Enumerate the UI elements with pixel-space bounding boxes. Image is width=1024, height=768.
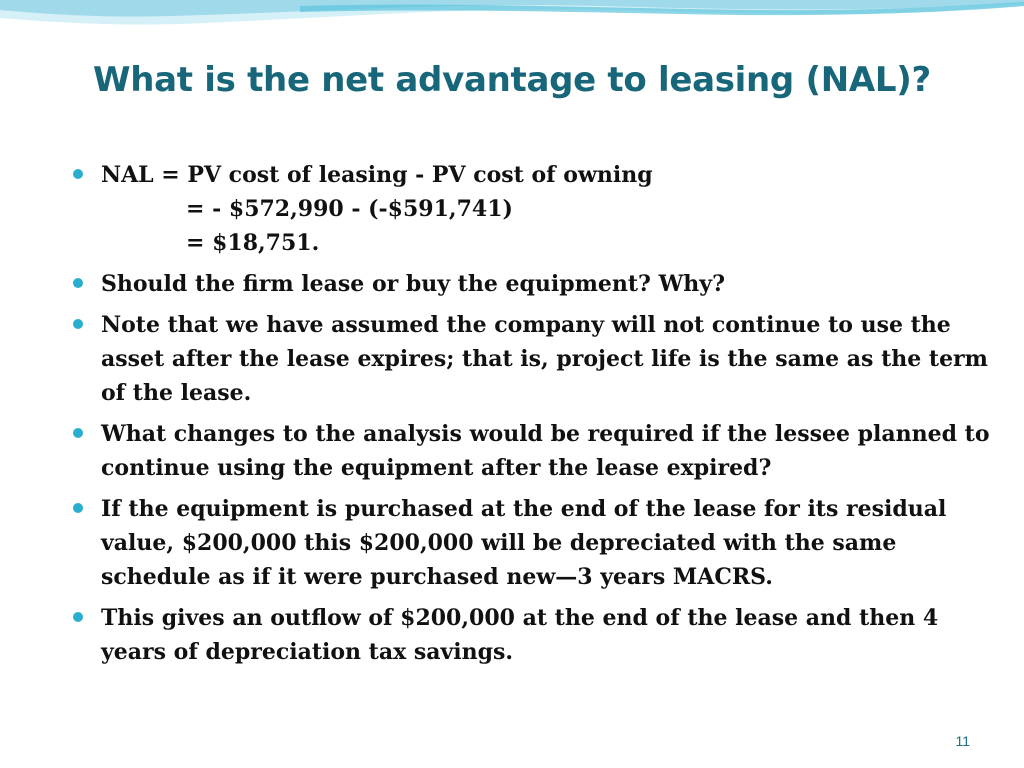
nal-formula-line: NAL = PV cost of leasing - PV cost of owning [101,162,653,188]
bullet-text: If the equipment is purchased at the end of the lease for its residual value, $200,000 this $200,000 will be depreciated with the same schedule as if it were purchased new—3 years MACRS. [101,496,947,590]
bullet-text: What changes to the analysis would be required if the lessee planned to continue using the equipment after the lease expired? [101,421,990,481]
header-wave-decoration [0,0,1024,40]
bullet-marker-icon [73,428,83,438]
bullet-lease-or-buy [70,267,1000,301]
bullet-marker-icon [73,319,83,329]
bullet-marker-icon [73,169,83,179]
slide-title: What is the net advantage to leasing (NAL)? [93,60,931,100]
bullet-text: Note that we have assumed the company will not continue to use the asset after the lease expires; that is, project life is the same as the term of the lease. [101,312,988,406]
bullet-text: Should the firm lease or buy the equipment? Why? [101,271,725,297]
page-number: 11 [955,733,970,749]
bullet-assumption-note [70,308,1000,410]
bullet-marker-icon [73,278,83,288]
bullet-nal-formula [70,158,1000,260]
bullet-text: This gives an outflow of $200,000 at the end of the lease and then 4 years of depreciation tax savings. [101,605,939,665]
bullet-analysis-changes [70,417,1000,485]
nal-calculation-line: = - $572,990 - (-$591,741) [186,196,513,222]
bullet-residual-purchase [70,492,1000,594]
bullet-list [70,158,1000,676]
bullet-marker-icon [73,503,83,513]
nal-result-line: = $18,751. [186,230,320,256]
bullet-outflow [70,601,1000,669]
bullet-marker-icon [73,612,83,622]
